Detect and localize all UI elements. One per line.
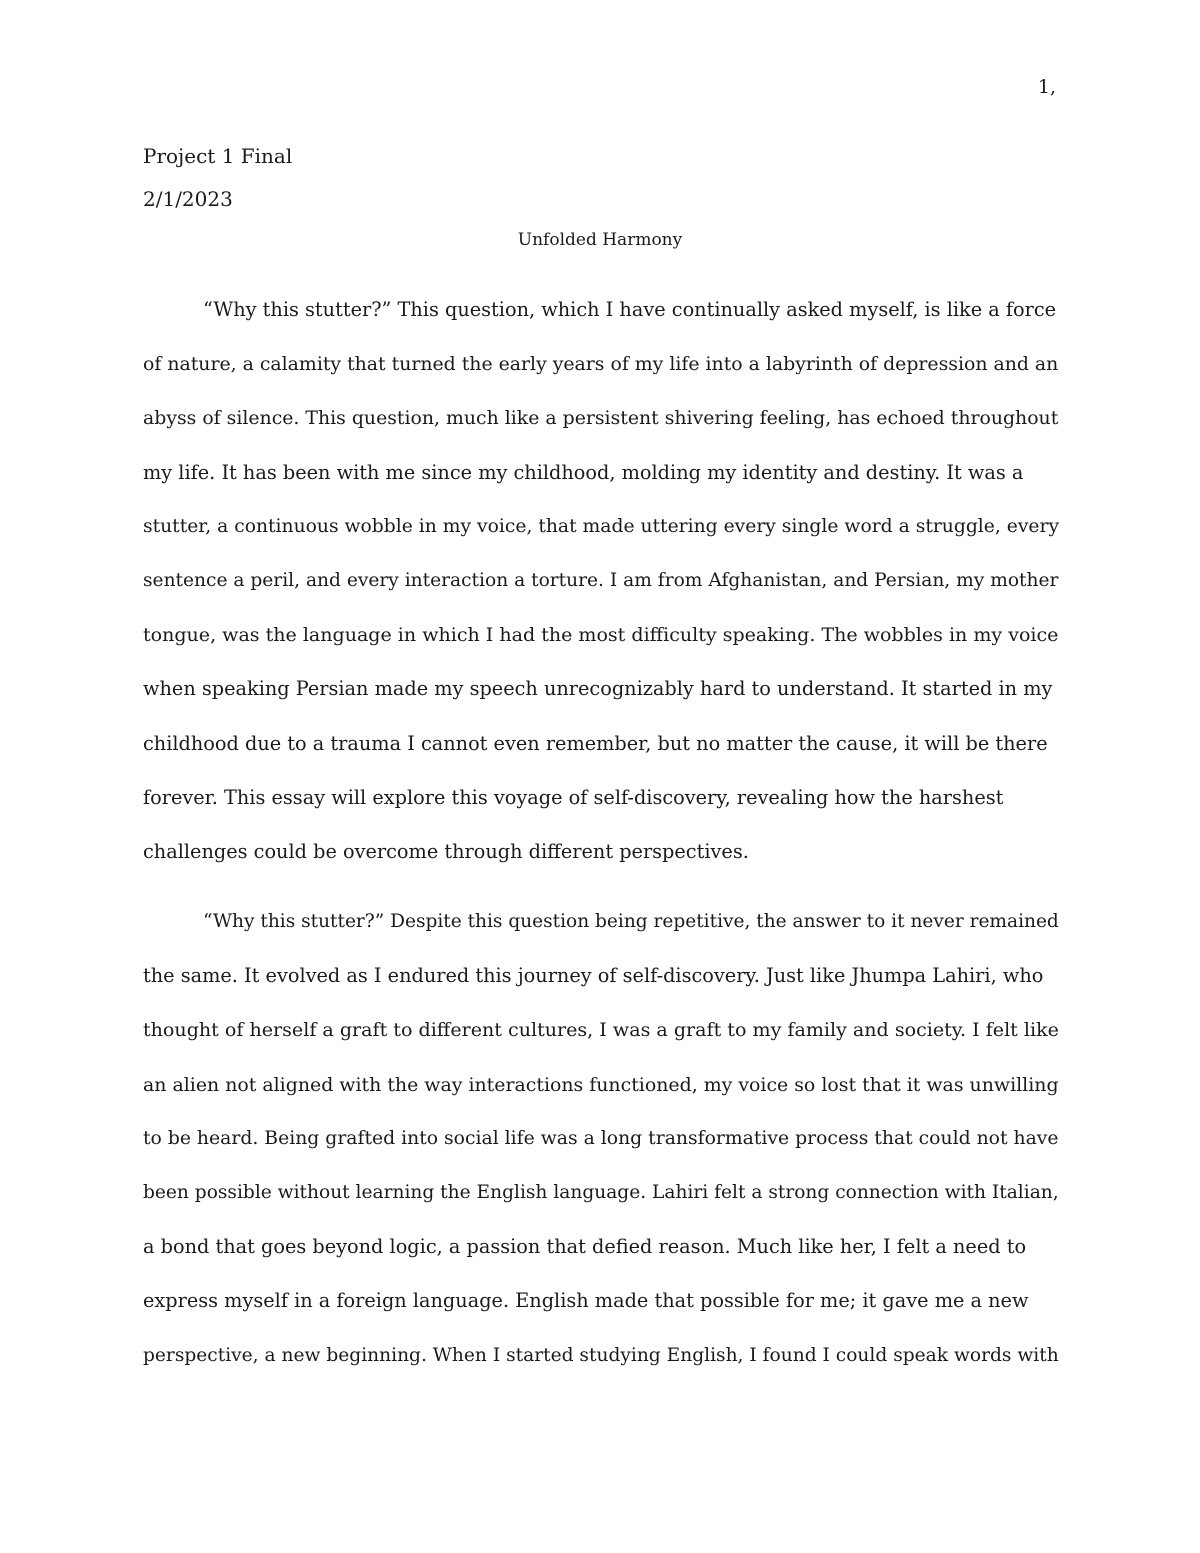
text-line: “Why this stutter?” Despite this question being repetitive, the answer to it never remained bbox=[203, 911, 1059, 932]
text-line: a bond that goes beyond logic, a passion that defied reason. Much like her, I felt a need to bbox=[143, 1235, 1027, 1259]
text-line: “Why this stutter?” This question, which I have continually asked myself, is like a force bbox=[203, 298, 1057, 321]
text-line: stutter, a continuous wobble in my voice, that made uttering every single word a struggle, every bbox=[143, 515, 1060, 537]
paragraph-1 bbox=[143, 283, 1063, 879]
paragraph-2 bbox=[143, 895, 1063, 1383]
text-line: childhood due to a trauma I cannot even remember, but no matter the cause, it will be there bbox=[143, 731, 1048, 755]
page-number: 1, bbox=[1037, 76, 1056, 98]
text-line: tongue, was the language in which I had the most difficulty speaking. The wobbles in my voice bbox=[143, 624, 1059, 647]
text-line: abyss of silence. This question, much like a persistent shivering feeling, has echoed throughout bbox=[143, 407, 1059, 430]
text-line: forever. This essay will explore this voyage of self-discovery, revealing how the harshest bbox=[143, 785, 1004, 809]
text-line: express myself in a foreign language. English made that possible for me; it gave me a new bbox=[143, 1289, 1029, 1313]
text-line: sentence a peril, and every interaction a torture. I am from Afghanistan, and Persian, my mother bbox=[143, 570, 1059, 592]
document-date: 2/1/2023 bbox=[143, 187, 233, 211]
text-line: to be heard. Being grafted into social life was a long transformative process that could not have bbox=[143, 1127, 1059, 1149]
course-name: Project 1 Final bbox=[143, 144, 293, 168]
essay-title: Unfolded Harmony bbox=[517, 230, 683, 250]
text-line: an alien not aligned with the way interactions functioned, my voice so lost that it was unwilling bbox=[143, 1073, 1059, 1096]
text-line: of nature, a calamity that turned the early years of my life into a labyrinth of depression and an bbox=[143, 353, 1059, 376]
text-line: the same. It evolved as I endured this journey of self-discovery. Just like Jhumpa Lahiri, who bbox=[143, 964, 1044, 988]
text-line: challenges could be overcome through different perspectives. bbox=[143, 840, 749, 864]
text-line: perspective, a new beginning. When I started studying English, I found I could speak words with bbox=[143, 1344, 1059, 1366]
text-line: thought of herself a graft to different cultures, I was a graft to my family and society. I felt like bbox=[143, 1019, 1059, 1042]
text-line: my life. It has been with me since my childhood, molding my identity and destiny. It was a bbox=[143, 460, 1024, 484]
text-line: when speaking Persian made my speech unrecognizably hard to understand. It started in my bbox=[143, 677, 1053, 701]
text-line: been possible without learning the English language. Lahiri felt a strong connection with Italian, bbox=[143, 1182, 1059, 1204]
